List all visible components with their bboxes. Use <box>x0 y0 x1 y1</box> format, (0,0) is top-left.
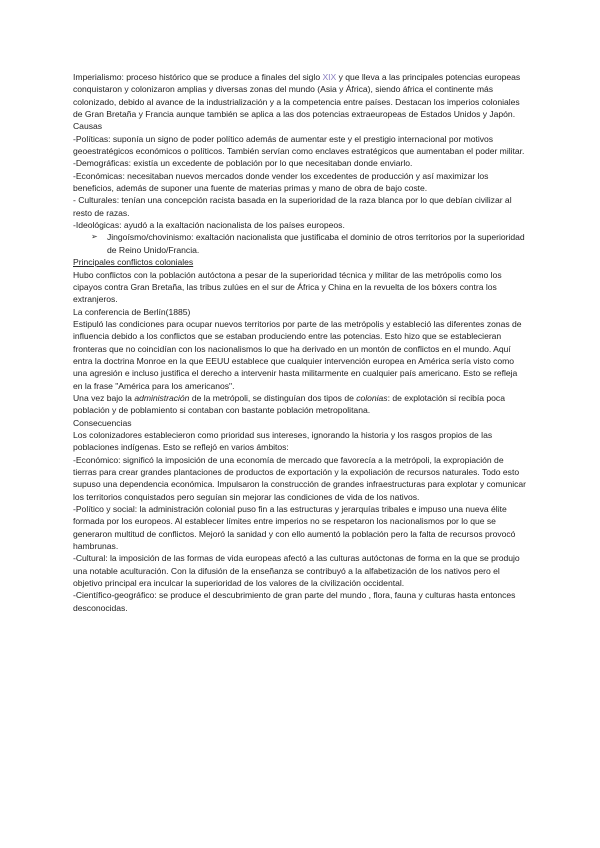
causas-heading: Causas <box>73 121 103 132</box>
jingoismo-text: Jingoísmo/chovinismo: exaltación nacionalista que justificaba el dominio de otros territorios por la superioridad de Reino Unido/Francia. <box>107 232 525 255</box>
colonias-emphasis: colonias <box>356 392 388 403</box>
causa-economicas: -Económicas: necesitaban nuevos mercados donde vender los excedentes de producción y así maximizar los beneficios, además de suponer una fuente de materias primas y mano de obra de bajo coste. <box>73 170 489 194</box>
jingoismo-bullet <box>73 231 528 256</box>
document-body <box>73 71 528 614</box>
causa-politicas: -Políticas: suponía un signo de poder político además de aumentar este y el prestigio internacional por motivos geoestratégicos económicos o políticos. También servían como enclaves estratégicos que aumentaban el poder militar. <box>73 133 525 157</box>
consecuencia-cientifico: -Científico-geográfico: se produce el descubrimiento de gran parte del mundo , flora, fauna y culturas hasta entonces desconocidas. <box>73 590 516 613</box>
conflictos-paragraph: Hubo conflictos con la población autóctona a pesar de la superioridad técnica y militar de las metrópolis como los cipayos contra Gran Bretaña, las tribus zulúes en el sur de África y China en la revuelta de los bóxers contra los extranjeros. <box>73 269 502 305</box>
berlin-heading: La conferencia de Berlín(1885) <box>73 306 191 317</box>
imperialismo-rest: y que lleva a las principales potencias europeas conquistaron y colonizaron amplias y diversas zonas del mundo (Asia y África), siendo áfrica el continente más colonizado, debido al avance de la industrialización y a la competencia entre países. Destacan los imperios coloniales de Gran Bretaña y Francia aunque también se aplica a las dos potencias extraeuropeas de Estados Unidos y Japón. <box>73 72 521 120</box>
consecuencias-heading: Consecuencias <box>73 417 132 428</box>
consecuencias-intro: Los colonizadores establecieron como prioridad sus intereses, ignorando la historia y los rasgos propios de las poblaciones indígenas. Esto se reflejó en varios ámbitos: <box>73 429 493 453</box>
administracion-part1: Una vez bajo la <box>73 392 135 403</box>
causa-culturales: - Culturales: tenían una concepción racista basada en la superioridad de la raza blanca por lo que debían civilizar al resto de razas. <box>73 195 512 218</box>
consecuencia-economico: -Económico: significó la imposición de una economía de mercado que favorecía a la metrópoli, la expropiación de tierras para crear grandes plantaciones de productos de exportación y la expoliación de recursos naturales. Todo esto supuso una dependencia económica. Impulsaron la construcción de grandes infraestructuras para explotar y comunicar los territorios conquistados pero seguían sin mejorar las condiciones de vida de los nativos. <box>73 454 526 502</box>
century-roman: XIX <box>322 72 337 82</box>
administracion-part3: : de explotación si recibía poca población y de poblamiento si contaban con bastante población metropolitana. <box>73 392 505 416</box>
causa-ideologicas: -Ideológicas: ayudó a la exaltación nacionalista de los países europeos. <box>73 220 345 231</box>
arrow-bullet-icon: ➢ <box>91 232 98 242</box>
imperialismo-lead: Imperialismo: proceso histórico que se produce a finales del siglo <box>73 72 323 82</box>
conflictos-heading: Principales conflictos coloniales <box>73 257 194 268</box>
administracion-emphasis: administración <box>134 392 190 403</box>
consecuencia-cultural: -Cultural: la imposición de las formas de vida europeas afectó a las culturas autóctonas de forma en la que se produjo una notable aculturación. Con la difusión de la enseñanza se contribuyó a la alfabetización de los nativos pero el objetivo principal era inculcar la superioridad de los valores de la civilización occidental. <box>73 553 520 589</box>
administracion-part2: de la metrópoli, se distinguían dos tipos de <box>189 392 357 403</box>
consecuencia-politico-social: -Político y social: la administración colonial puso fin a las estructuras y jerarquías tribales e impuso una nueva élite formada por los europeos. Al establecer límites entre imperios no se respetaron los nacionalismos por lo que se generaron multitud de conflictos. Mejoró la sanidad y con ello aumentó la población pero la falta de recursos provocó hambrunas. <box>73 504 516 552</box>
administracion-paragraph <box>73 392 528 417</box>
imperialismo-paragraph <box>73 71 528 120</box>
causa-demograficas: -Demográficas: existía un excedente de población por lo que necesitaban donde enviarlo. <box>73 158 413 169</box>
berlin-paragraph: Estipuló las condiciones para ocupar nuevos territorios por parte de las metrópolis y estableció las diferentes zonas de influencia debido a los conflictos que se estaban produciendo entre las potencias. Esto hizo que se establecieran fronteras que no coincidían con los nacionalismos lo que ha derivado en un montón de conflictos en el mundo. Aquí entra la doctrina Monroe en la que EEUU establece que cualquier intervención europea en América sería visto como una agresión e incluso justifica el derecho a intervenir hasta militarmente en cualquier país americano. Esto se refleja en la frase "América para los americanos". <box>73 318 522 391</box>
